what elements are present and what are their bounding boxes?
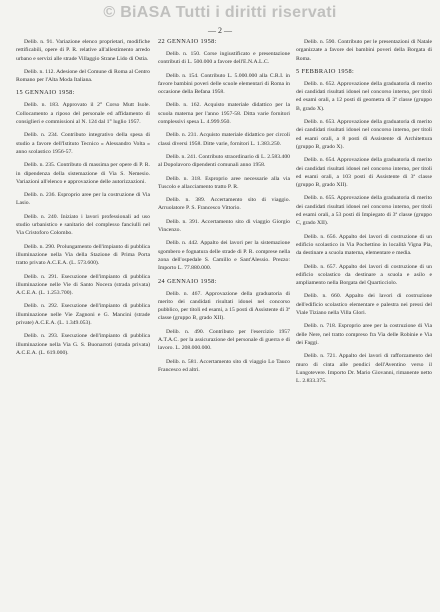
- resolution-entry: Delib. n. 721. Appalto dei lavori di rafforzamento del muro di cinta alle pendici dell'Aventino verso il Lungotevere. Importo Dr. Mario Giovanni, rimanente netto L. 2.833.375.: [296, 353, 432, 385]
- resolution-entry: Delib. n. 652. Approvazione della graduatoria di merito dei candidati risultati idonei nel concorso interno, per titoli ed esami orali, a 12 posti di geometra di 3ª classe (gruppo B, grado X).: [296, 80, 432, 112]
- resolution-entry: Delib. n. 467. Approvazione della graduatoria di merito dei candidati risultati idonei nel concorso pubblico, per titoli ed esami, a 15 posti di Assistente di 3ª classe (gruppo B, grado XII).: [158, 290, 290, 322]
- resolution-entry: Delib. n. 293. Esecuzione dell'impianto di pubblica illuminazione nella Via G. S. Buonarroti (strada privata) A.C.E.A. (L. 619.000).: [16, 333, 150, 356]
- resolution-entry: Delib. n. 234. Contributo integrativo della spesa di studio a favore dell'Istituto Tecnico « Alessandro Volta » anno scolastico 1956-57.: [16, 132, 150, 155]
- resolution-entry: Delib. n. 91. Variazione elenco proprietari, modifiche rettificabili, opere di P. R. relative all'allestimento arredo urbano e servizi alle strade Villaggio Strane Lido di Ostia.: [16, 39, 150, 62]
- resolution-entry: Delib. n. 318. Esproprio aree necessarie alla via Tuscolo e allacciamento tratto P. R.: [158, 175, 290, 190]
- date-heading: 22 GENNAIO 1958:: [158, 38, 217, 45]
- copyright-watermark: © BiASA Tutti i diritti riservati: [103, 4, 337, 21]
- resolution-entry: Delib. n. 236. Esproprio aree per la costruzione di Via Lasio.: [16, 192, 150, 207]
- resolution-entry: Delib. n. 581. Accertamento sito di viaggio Lo Tauco Francesco ed altri.: [158, 358, 290, 373]
- resolution-entry: Delib. n. 442. Appalto dei lavori per la sistemazione sgombero e fognatura delle strade di P. R. comprese nella zona dell'ospedale S. Camillo e Sant'Alessio. Prezzo: Importo L. 77.880.000.: [158, 240, 290, 272]
- resolution-entry: Delib. n. 718. Esproprio aree per la costruzione di Via delle Nere, nel tratto compreso fra Via delle Robinie e Via dei Faggi.: [296, 323, 432, 346]
- resolution-entry: Delib. n. 389. Accertamento sito di viaggio. Arruolatore P. S. Francesco Vittorio.: [158, 197, 290, 212]
- resolution-entry: Delib. n. 590. Contributo per le presentazioni di Natale organizzate a favore dei bambini poveri della Borgata di Roma.: [296, 39, 432, 62]
- resolution-entry: Delib. n. 235. Contributo di massima per opere di P. R. in dipendenza della sistemazione di Via S. Nemesio. Variazioni all'elenco e approvazione delle autorizzazioni.: [16, 162, 150, 185]
- page-number: — 2 —: [208, 26, 232, 35]
- resolution-entry: Delib. n. 162. Acquisto materiale didattico per la scuola materna per l'anno 1957-58. Ditta varie fornitori complessivi spesa L. 4.999.950.: [158, 102, 290, 126]
- resolution-entry: Delib. n. 291. Esecuzione dell'impianto di pubblica illuminazione nelle Vie di Santo Nocera (strada privata) A.C.E.A. (L. 1.253.700).: [16, 273, 150, 297]
- resolution-entry: Delib. n. 150. Corse ingiustificato e presentazione contributi di L. 500.000 a favore dell'E.N.A.L.C.: [158, 51, 290, 66]
- date-heading: 5 FEBBRAIO 1958:: [296, 67, 355, 75]
- resolution-entry: Delib. n. 240. Iniziato i lavori professionali ad uso studio urbanistico e sanitario del complesso fanciulli nel Via Cristoforo Colombo.: [16, 213, 150, 237]
- resolution-entry: Delib. n. 660. Appalto dei lavori di costruzione dell'edificio scolastico elementare e palestra nei pressi del Viale Tiziano nella Villa Glori.: [296, 293, 432, 317]
- resolution-entry: Delib. n. 657. Appalto dei lavori di costruzione di un edificio scolastico da destinare a scuola e asilo e ampliamento nella Borgata del Quarticciolo.: [296, 263, 432, 287]
- resolution-entry: Delib. n. 292. Esecuzione dell'impianto di pubblica illuminazione nelle Vie Zagnoni e G. Mancini (strade private) A.C.E.A. (L. 1.349.053).: [16, 303, 150, 327]
- resolution-entry: Delib. n. 653. Approvazione della graduatoria di merito dei candidati risultati idonei nel concorso interno, per titoli ed esami orali, a 8 posti di Assistente di Architettura (gruppo B, grado X).: [296, 119, 432, 150]
- resolution-entry: Delib. n. 656. Appalto dei lavori di costruzione di un edificio scolastico in Via Pochettino in località Vigna Pia, da destinare a scuola materna, elementare e media.: [296, 233, 432, 257]
- date-heading: 15 GENNAIO 1958:: [16, 89, 75, 97]
- resolution-entry: Delib. n. 654. Approvazione della graduatoria di merito dei candidati risultati idonei nel concorso interno, per titoli ed esami orali, a 103 posti di Assistente di 3ª classe (gruppo B, grado XII).: [296, 157, 432, 189]
- column-right: [296, 38, 432, 604]
- resolution-entry: Delib. n. 490. Contributo per l'esercizio 1957 A.T.A.C. per la assicurazione del personale di guerra e di lavoro. L. 208.000.000.: [158, 328, 290, 352]
- column-middle: [158, 38, 290, 604]
- resolution-entry: Delib. n. 154. Contributo L. 5.000.000 alla C.R.I. in favore bambini poveri delle scuole elementari di Roma in occasione della Befana 1958.: [158, 72, 290, 96]
- date-heading: 24 GENNAIO 1958:: [158, 277, 217, 285]
- resolution-entry: Delib. n. 241. Contributo straordinario di L. 2.583.400 al Dopolavoro dipendenti comunali anno 1958.: [158, 153, 290, 169]
- resolution-entry: Delib. n. 290. Prolungamento dell'impianto di pubblica illuminazione nella Via della Stazione di Prima Porta tratto privato A.C.E.A. (L. 573.600).: [16, 243, 150, 267]
- column-left: [16, 38, 150, 604]
- resolution-entry: Delib. n. 183. Approvato il 2° Corso Mutt Isole. Collocamento a riposo del personale ed affidamento di consiglieri e commissioni al N. 124 dal 1° luglio 1957.: [16, 102, 150, 126]
- resolution-entry: Delib. n. 231. Acquisto materiale didattico per circoli classi diversi 1958. Ditte varie, fornitori L. 1.383.250.: [158, 132, 290, 147]
- resolution-entry: Delib. n. 655. Approvazione della graduatoria di merito dei candidati risultati idonei nel concorso interno, per titoli ed esami orali, a 53 posti di Impiegato di 3ª classe (gruppo C, grado XII).: [296, 195, 432, 227]
- resolution-entry: Delib. n. 391. Accertamento sito di viaggio Giorgio Vincenzo.: [158, 218, 290, 234]
- resolution-entry: Delib. n. 112. Adesione del Comune di Roma al Centro Romano per l'Alta Moda Italiana.: [16, 68, 150, 84]
